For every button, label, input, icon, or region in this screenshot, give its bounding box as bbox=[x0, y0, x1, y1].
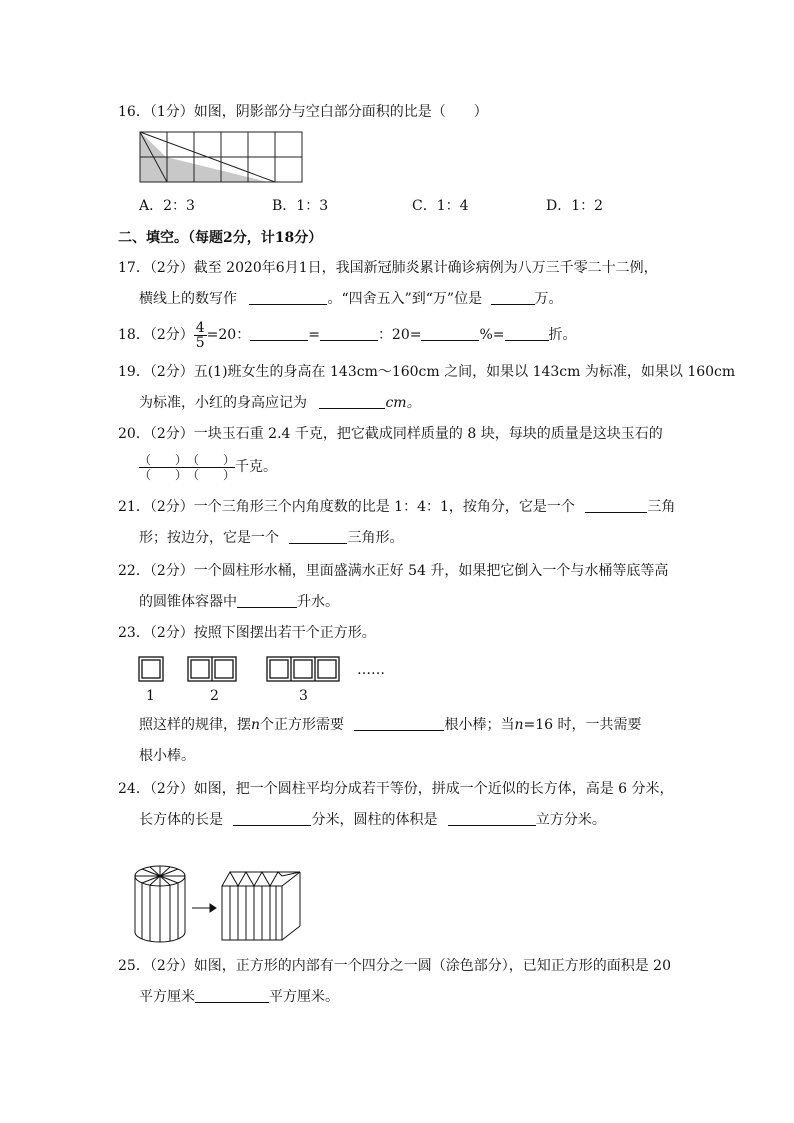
q16-option-b[interactable]: B．1：3 bbox=[272, 198, 329, 214]
q16-grid-figure bbox=[138, 130, 306, 186]
q22-line2 bbox=[139, 592, 339, 612]
q17-line1: 17．（2分）截至 2020年6月1日，我国新冠肺炎累计确诊病例为八万三千零二十二例， bbox=[118, 260, 658, 276]
q20-fraction-2 bbox=[187, 453, 235, 482]
q22-blank[interactable] bbox=[237, 593, 297, 608]
q17-line2 bbox=[139, 289, 563, 309]
q18-blank-1[interactable] bbox=[250, 326, 308, 341]
q21-blank-2[interactable] bbox=[289, 529, 347, 544]
q24-line2 bbox=[139, 810, 606, 830]
q23-blank[interactable] bbox=[354, 716, 444, 731]
q18-line bbox=[118, 318, 577, 352]
q20-frac1-bottom[interactable]: （ ） bbox=[139, 467, 188, 482]
q18-blank-4[interactable] bbox=[505, 326, 549, 341]
q18-text-3: ：20= bbox=[377, 327, 422, 343]
q16-stem: 16．（1分）如图，阴影部分与空白部分面积的比是（ ） bbox=[118, 104, 488, 120]
q25-line1: 25．（2分）如图，正方形的内部有一个四分之一圆（涂色部分），已知正方形的面积是 20 bbox=[118, 958, 671, 974]
q22-line1: 22．（2分）一个圆柱形水桶，里面盛满水正好 54 升，如果把它倒入一个与水桶等底等高 bbox=[118, 563, 669, 579]
q23-n-1: n bbox=[251, 717, 261, 733]
q24-text-c: 立方分米。 bbox=[535, 812, 606, 828]
q22-text-a: 的圆锥体容器中 bbox=[139, 594, 237, 610]
q24-text-a: 长方体的长是 bbox=[139, 812, 223, 828]
q21-text-d: 三角形。 bbox=[347, 530, 404, 546]
q17-text-c: 万。 bbox=[534, 291, 563, 307]
q23-label-1: 1 bbox=[146, 688, 155, 704]
q21-line2 bbox=[139, 528, 403, 548]
q18-blank-2[interactable] bbox=[320, 326, 378, 341]
q24-line1: 24．（2分）如图，把一个圆柱平均分成若干等份，拼成一个近似的长方体，高是 6 分米， bbox=[118, 781, 674, 797]
q18-numerator: 4 bbox=[195, 319, 205, 336]
q19-line2 bbox=[139, 393, 421, 413]
q18-blank-3[interactable] bbox=[421, 326, 479, 341]
q17-text-a: 横线上的数写作 bbox=[139, 291, 237, 307]
q20-line2 bbox=[139, 448, 277, 486]
q21-text-b: 三角 bbox=[647, 499, 676, 515]
q23-text-b: 个正方形需要 bbox=[260, 717, 345, 733]
q24-text-b: 分米，圆柱的体积是 bbox=[311, 812, 438, 828]
q23-line3: 根小棒。 bbox=[139, 748, 195, 764]
q19-line1: 19．（2分）五(1)班女生的身高在 143cm～160cm 之间，如果以 143cm 为标准，如果以 160cm bbox=[118, 364, 736, 380]
q20-unit: 千克。 bbox=[235, 459, 278, 475]
q18-text-4: %= bbox=[479, 327, 505, 343]
q23-text-d: =16 时，一共需要 bbox=[523, 717, 642, 733]
q20-frac2-bottom[interactable]: （ ） bbox=[187, 467, 236, 482]
q16-option-c[interactable]: C．1：4 bbox=[412, 198, 469, 214]
q24-blank-2[interactable] bbox=[448, 811, 536, 826]
q16-option-a[interactable]: A．2：3 bbox=[139, 198, 195, 214]
q19-text-a: 为标准，小红的身高应记为 bbox=[139, 395, 307, 411]
q18-text-2: = bbox=[308, 327, 320, 343]
q24-cylinder-to-cuboid-figure bbox=[130, 862, 310, 946]
q23-squares-figure bbox=[136, 652, 356, 686]
q23-label-2: 2 bbox=[210, 688, 219, 704]
q21-text-a: 21．（2分）一个三角形三个内角度数的比是 1：4：1，按角分，它是一个 bbox=[118, 499, 575, 515]
q17-text-b: 。“四舍五入”到“万”位是 bbox=[327, 291, 483, 307]
q18-text-1: =20： bbox=[206, 327, 251, 343]
q23-n-2: n bbox=[514, 717, 524, 733]
q18-text-5: 折。 bbox=[548, 327, 577, 343]
q18-prefix: 18．（2分） bbox=[118, 327, 194, 343]
q18-fraction bbox=[194, 321, 207, 350]
q21-text-c: 形；按边分，它是一个 bbox=[139, 530, 279, 546]
q23-line2 bbox=[139, 715, 642, 735]
q23-label-3: 3 bbox=[299, 688, 308, 704]
q20-frac2-top[interactable]: （ ） bbox=[187, 452, 236, 467]
q25-blank[interactable] bbox=[195, 988, 269, 1003]
q16-option-d[interactable]: D．1：2 bbox=[546, 198, 604, 214]
section-heading: 二、填空。（每题2分，计18分） bbox=[118, 230, 323, 246]
q24-blank-1[interactable] bbox=[233, 811, 311, 826]
q19-blank[interactable] bbox=[319, 394, 385, 409]
q23-line1: 23．（2分）按照下图摆出若干个正方形。 bbox=[118, 625, 376, 641]
q25-text-a: 平方厘米 bbox=[139, 989, 195, 1005]
q17-blank-2[interactable] bbox=[491, 290, 535, 305]
q18-denominator: 5 bbox=[195, 334, 205, 351]
q20-fraction-1 bbox=[139, 453, 187, 482]
q23-ellipsis: …… bbox=[357, 662, 385, 678]
q20-line1: 20．（2分）一块玉石重 2.4 千克，把它截成同样质量的 8 块，每块的质量是这块玉石的 bbox=[118, 426, 663, 442]
q23-text-a: 照这样的规律，摆 bbox=[139, 717, 251, 733]
q23-text-c: 根小棒；当 bbox=[444, 717, 515, 733]
q21-blank-1[interactable] bbox=[585, 498, 647, 513]
q19-unit: cm。 bbox=[385, 395, 421, 411]
q25-line2 bbox=[139, 987, 339, 1007]
q21-line1 bbox=[118, 497, 675, 517]
q17-blank-1[interactable] bbox=[249, 290, 327, 305]
q25-text-b: 平方厘米。 bbox=[269, 989, 339, 1005]
q20-frac1-top[interactable]: （ ） bbox=[139, 452, 188, 467]
q22-text-b: 升水。 bbox=[297, 594, 339, 610]
